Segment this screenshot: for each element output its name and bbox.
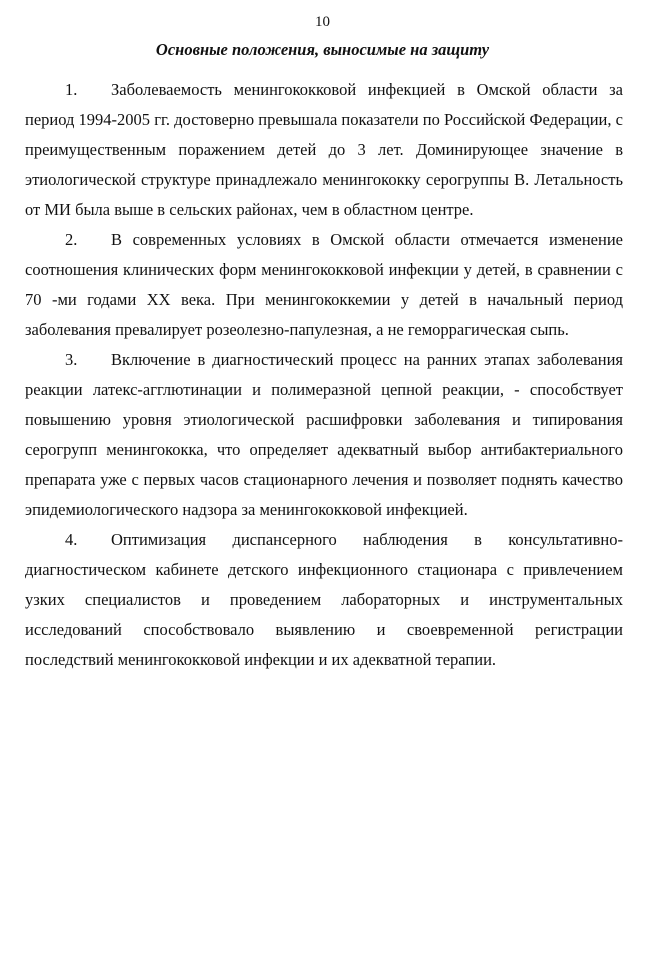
thesis-item-1: [25, 75, 623, 225]
thesis-number: 4.: [65, 530, 78, 549]
page-number: 10: [315, 14, 330, 30]
thesis-text: В современных условиях в Омской области отмечается изменение соотношения клинических форм менингококковой инфекции у детей, в сравнении с 70 -ми годами XX века. При менингококкемии у детей в начальный период заболевания превалирует розеолезно-папулезная, а не геморрагическая сыпь.: [25, 230, 623, 339]
thesis-text: Включение в диагностический процесс на ранних этапах заболевания реакции латекс-агглютинации и полимеразной цепной реакции, - способствует повышению уровня этиологической расшифровки заболевания и типирования серогрупп менингококка, что определяет адекватный выбор антибактериального препарата уже с первых часов стационарного лечения и позволяет поднять качество эпидемиологического надзора за менингококковой инфекцией.: [25, 350, 623, 519]
thesis-item-4: [25, 525, 623, 675]
thesis-item-3: [25, 345, 623, 525]
thesis-number: 3.: [65, 350, 78, 369]
thesis-number: 1.: [65, 80, 78, 99]
section-heading: Основные положения, выносимые на защиту: [155, 40, 490, 59]
thesis-number: 2.: [65, 230, 78, 249]
theses-list: [25, 75, 623, 675]
thesis-text: Оптимизация диспансерного наблюдения в консультативно-диагностическом кабинете детского инфекционного стационара с привлечением узких специалистов и проведением лабораторных и инструментальных исследований способствовало выявлению и своевременной регистрации последствий менингококковой инфекции и их адекватной терапии.: [25, 530, 623, 669]
thesis-text: Заболеваемость менингококковой инфекцией в Омской области за период 1994-2005 гг. достоверно превышала показатели по Российской Федерации, с преимущественным поражением детей до 3 лет. Доминирующее значение в этиологической структуре принадлежало менингококку серогруппы В. Летальность от МИ была выше в сельских районах, чем в областном центре.: [25, 80, 623, 219]
thesis-item-2: [25, 225, 623, 345]
